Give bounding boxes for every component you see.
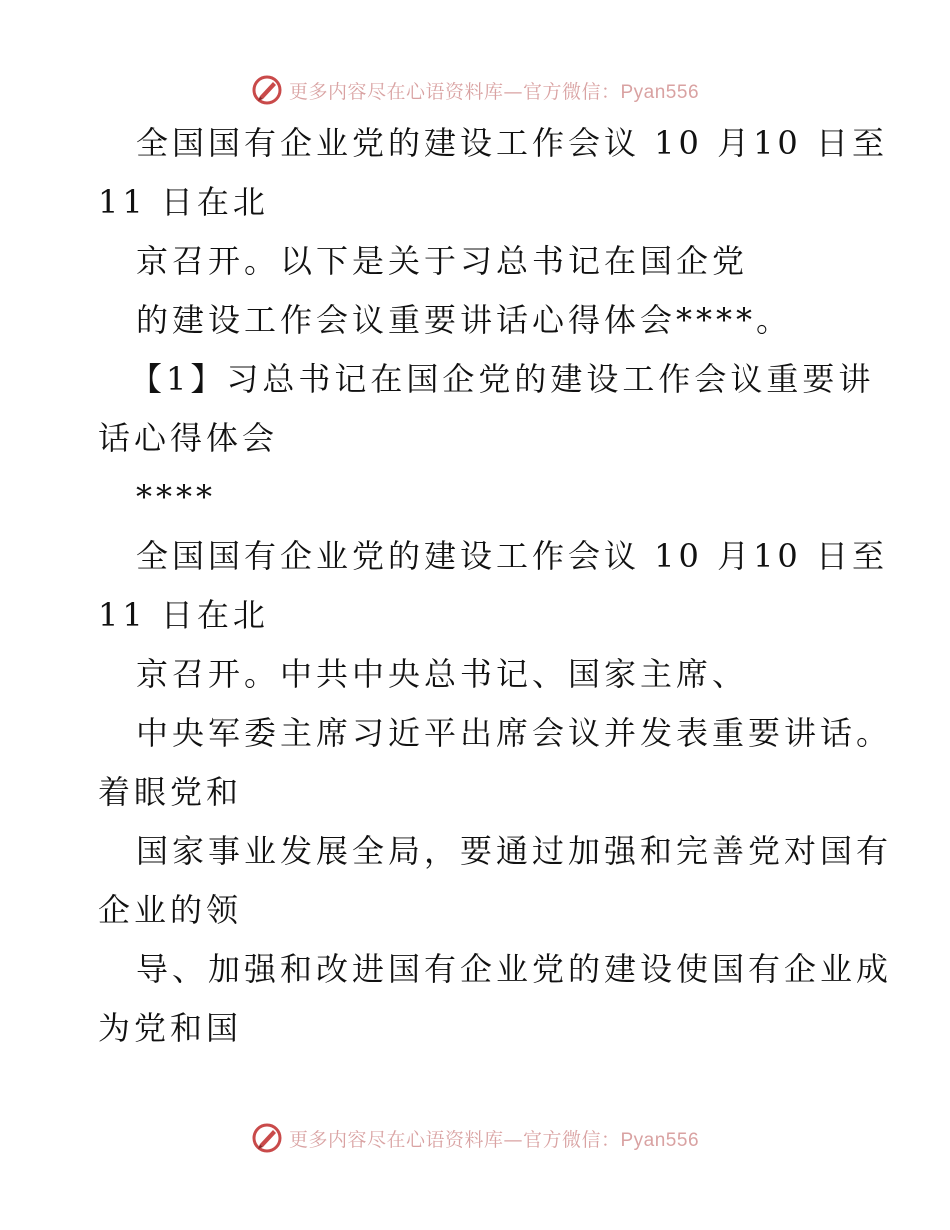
text-line-9: 11 日在北 — [98, 596, 269, 634]
watermark-id: Pyan556 — [620, 81, 700, 103]
watermark-text — [289, 1125, 699, 1152]
text-line-13: 国家事业发展全局，要通过加强和完善党对国有 — [136, 832, 893, 870]
section-heading: 【1】习总书记在国企党的建设工作会议重要讲 — [130, 360, 875, 398]
watermark-label: 更多内容尽在心语资料库—官方微信： — [288, 1128, 621, 1151]
leaf-pen-logo-icon — [251, 74, 283, 106]
text-line-12: 着眼党和 — [98, 773, 243, 811]
text-line-6: 话心得体会 — [98, 419, 279, 457]
text-line-8: 全国国有企业党的建设工作会议 10 月10 日至 — [136, 537, 888, 575]
watermark-text — [289, 77, 699, 104]
text-line-2: 11 日在北 — [98, 183, 269, 221]
watermark-id: Pyan556 — [620, 1129, 700, 1151]
text-line-16: 为党和国 — [98, 1009, 243, 1047]
text-line-14: 企业的领 — [98, 891, 243, 929]
watermark-label: 更多内容尽在心语资料库—官方微信： — [288, 80, 621, 103]
document-body — [0, 118, 950, 1068]
text-line-1: 全国国有企业党的建设工作会议 10 月10 日至 — [136, 124, 888, 162]
leaf-pen-logo-icon — [251, 1122, 283, 1154]
text-line-7: **** — [136, 478, 216, 516]
header-watermark — [0, 70, 950, 110]
text-line-10: 京召开。中共中央总书记、国家主席、 — [136, 655, 749, 693]
footer-watermark — [0, 1118, 950, 1158]
text-line-15: 导、加强和改进国有企业党的建设使国有企业成 — [136, 950, 893, 988]
text-line-11: 中央军委主席习近平出席会议并发表重要讲话。 — [136, 714, 893, 752]
text-line-3: 京召开。以下是关于习总书记在国企党 — [136, 242, 749, 280]
text-line-4: 的建设工作会议重要讲话心得体会****。 — [136, 301, 793, 339]
